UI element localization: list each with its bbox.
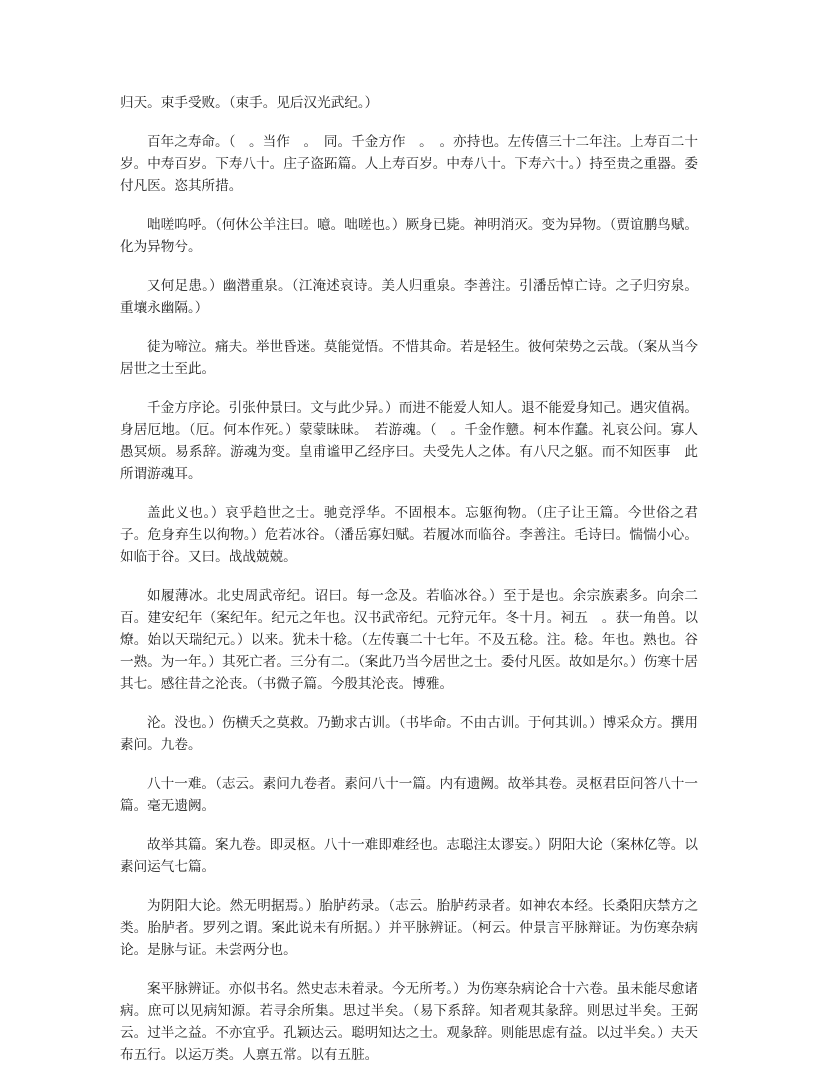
paragraph-11: 故举其篇。案九卷。即灵枢。八十一难即难经也。志聪注太谬妄。）阴阳大论（案林亿等。以素问运气七篇。 bbox=[120, 837, 698, 875]
paragraph-5: 徒为啼泣。痛夫。举世昏迷。莫能觉悟。不惜其命。若是轻生。彼何荣势之云哉。（案从当今居世之士至此。 bbox=[120, 339, 698, 377]
paragraph-7: 盖此义也。）哀乎趋世之士。驰竞浮华。不固根本。忘躯徇物。（庄子让王篇。今世俗之君子。危身弃生以徇物。）危若冰谷。（潘岳寡妇赋。若履冰而临谷。李善注。毛诗曰。惴惴小心。如临于谷。又曰。战战兢兢。 bbox=[120, 505, 698, 565]
paragraph-1: 归天。束手受败。（束手。见后汉光武纪。） bbox=[120, 95, 379, 111]
paragraph-6: 千金方序论。引张仲景曰。文与此少异。）而进不能爱人知人。退不能爱身知己。遇灾值祸。身居厄地。（厄。何本作死。）蒙蒙昧昧。 若游魂。（ 。千金作戆。柯本作蠢。礼哀公问。寡人愚冥烦。易系辞。游魂为变。皇甫谧甲乙经序曰。夫受先人之体。有八尺之躯。而不知医事 此所谓游魂耳。 bbox=[120, 400, 698, 482]
paragraph-3: 咄嗟呜呼。（何休公羊注曰。噫。咄嗟也。）厥身已毙。神明消灭。变为异物。（贾谊鹏鸟赋。化为异物兮。 bbox=[120, 217, 698, 255]
paragraph-13: 案平脉辨证。亦似书名。然史志未着录。今无所考。）为伤寒杂病论合十六卷。虽未能尽愈诸病。庶可以见病知源。若寻余所集。思过半矣。（易下系辞。知者观其彖辞。则思过半矣。王弼云。过半之益。不亦宜乎。孔颖达云。聪明知达之士。观彖辞。则能思虑有益。以过半矣。）夫天布五行。以运万类。人禀五常。以有五脏。 bbox=[120, 981, 698, 1063]
paragraph-8: 如履薄冰。北史周武帝纪。诏曰。每一念及。若临冰谷。）至于是也。余宗族素多。向余二百。建安纪年（案纪年。纪元之年也。汉书武帝纪。元狩元年。冬十月。祠五 。获一角兽。以燎。始以天瑞纪元。）以来。犹未十稔。（左传襄二十七年。不及五稔。注。稔。年也。熟也。谷一熟。为一年。）其死亡者。三分有二。（案此乃当今居世之士。委付凡医。故如是尔。）伤寒十居其七。感往昔之沦丧。（书微子篇。今殷其沦丧。博雅。 bbox=[120, 588, 698, 692]
paragraph-4: 又何足患。）幽潜重泉。（江淹述哀诗。美人归重泉。李善注。引潘岳悼亡诗。之子归穷泉。重壤永幽隔。） bbox=[120, 278, 698, 316]
paragraph-2: 百年之寿命。（ 。当作 。 同。千金方作 。 。亦持也。左传僖三十二年注。上寿百二十岁。中寿百岁。下寿八十。庄子盗跖篇。人上寿百岁。中寿八十。下寿六十。）持至贵之重器。委付凡医。恣其所措。 bbox=[120, 134, 698, 194]
document-body bbox=[120, 92, 698, 1083]
paragraph-9: 沦。没也。）伤横夭之莫救。乃勤求古训。（书毕命。不由古训。于何其训。）博采众方。撰用素问。九卷。 bbox=[120, 715, 698, 753]
paragraph-12: 为阴阳大论。然无明据焉。）胎胪药录。（志云。胎胪药录者。如神农本经。长桑阳庆禁方之类。胎胪者。罗列之谓。案此说未有所据。）并平脉辨证。（柯云。仲景言平脉辩证。为伤寒杂病论。是脉与证。未尝两分也。 bbox=[120, 898, 698, 958]
paragraph-10: 八十一难。（志云。素问九卷者。素问八十一篇。内有遗阙。故举其卷。灵枢君臣问答八十一篇。毫无遗阙。 bbox=[120, 776, 698, 814]
